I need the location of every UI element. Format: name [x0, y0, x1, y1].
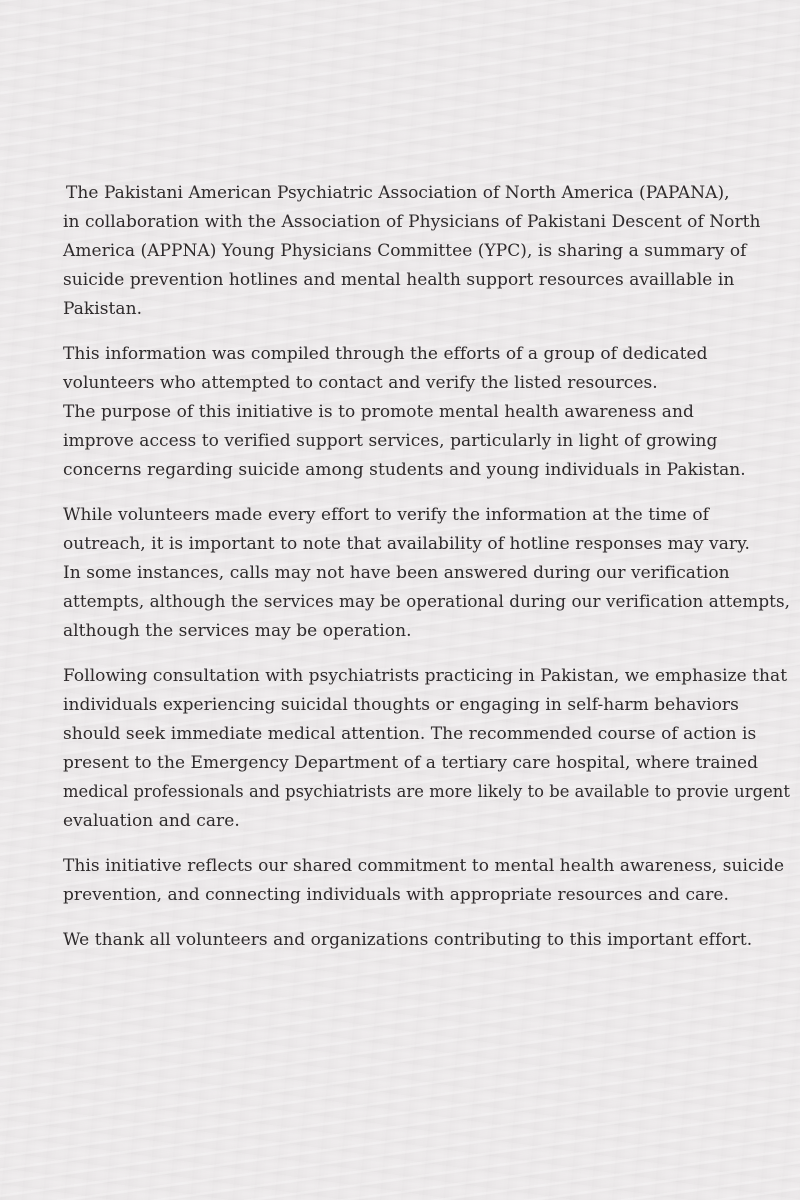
text-line: evaluation and care.: [63, 811, 240, 831]
text-line: Following consultation with psychiatrists practicing in Pakistan, we emphasize that: [63, 666, 788, 686]
paragraph-introduction: [63, 179, 800, 324]
paragraph-commitment: [63, 852, 800, 910]
text-line: prevention, and connecting individuals with appropriate resources and care.: [63, 885, 729, 905]
text-line: We thank all volunteers and organizations contributing to this important effort.: [63, 930, 753, 950]
text-line: Pakistan.: [63, 299, 143, 319]
text-line: should seek immediate medical attention. The recommended course of action is: [63, 724, 757, 744]
text-line: While volunteers made every effort to verify the information at the time of: [63, 505, 709, 525]
text-line: attempts, although the services may be operational during our verification attempts,: [63, 592, 791, 612]
paragraph-medical-guidance: [63, 662, 800, 836]
text-line: although the services may be operation.: [63, 621, 412, 641]
text-line: In some instances, calls may not have been answered during our verification: [63, 563, 730, 583]
text-line: improve access to verified support services, particularly in light of growing: [63, 431, 718, 451]
text-line: America (APPNA) Young Physicians Committee (YPC), is sharing a summary of: [63, 241, 747, 261]
text-line: volunteers who attempted to contact and verify the listed resources.: [63, 373, 658, 393]
text-line: in collaboration with the Association of Physicians of Pakistani Descent of North: [63, 212, 761, 232]
text-line: present to the Emergency Department of a tertiary care hospital, where trained: [63, 753, 759, 773]
text-line: concerns regarding suicide among students and young individuals in Pakistan.: [63, 460, 746, 480]
paragraph-verification-note: [63, 501, 800, 646]
paragraph-compilation: [63, 340, 800, 485]
text-line: The Pakistani American Psychiatric Association of North America (PAPANA),: [66, 183, 730, 203]
text-line: medical professionals and psychiatrists are more likely to be available to provie urgent: [63, 782, 790, 802]
statement-body: [63, 179, 800, 971]
text-line: individuals experiencing suicidal thoughts or engaging in self-harm behaviors: [63, 695, 739, 715]
text-line: This initiative reflects our shared commitment to mental health awareness, suicide: [63, 856, 785, 876]
text-line: outreach, it is important to note that availability of hotline responses may vary.: [63, 534, 750, 554]
text-line: The purpose of this initiative is to promote mental health awareness and: [63, 402, 694, 422]
text-line: suicide prevention hotlines and mental health support resources availlable in: [63, 270, 735, 290]
paragraph-acknowledgement: [63, 926, 800, 955]
text-line: This information was compiled through the efforts of a group of dedicated: [63, 344, 708, 364]
